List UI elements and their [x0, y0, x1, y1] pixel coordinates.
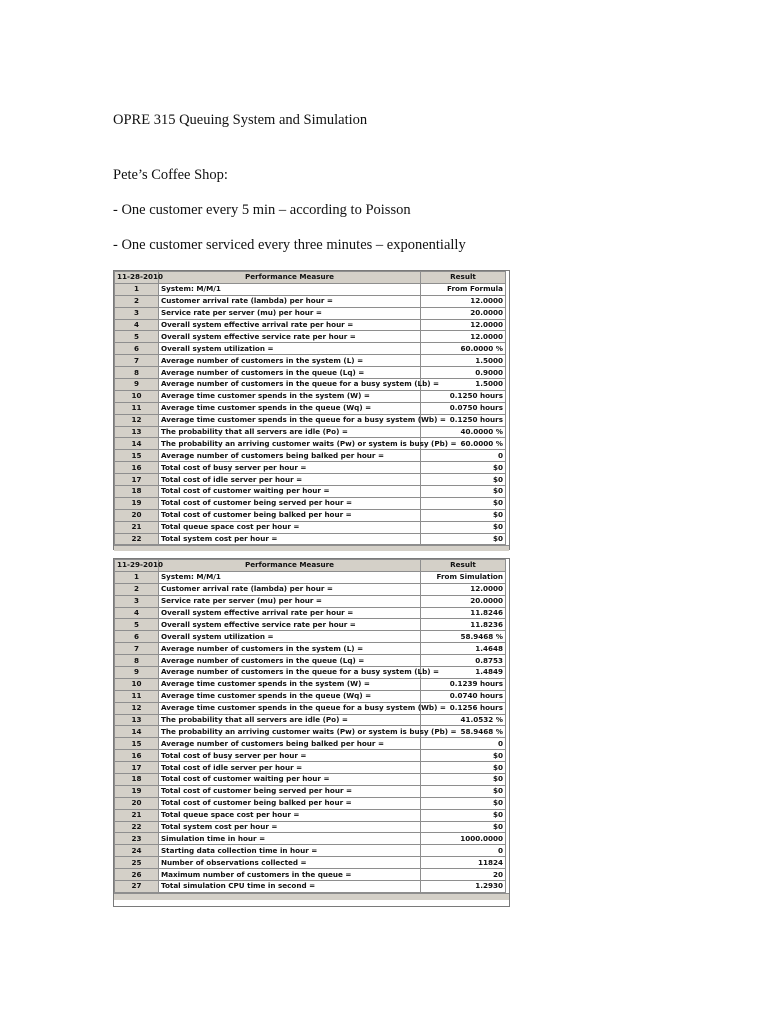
row-number-cell: 20 — [115, 509, 159, 521]
result-cell: 20 — [421, 869, 506, 881]
result-cell: 0.1250 hours — [421, 390, 506, 402]
row-number-cell: 18 — [115, 486, 159, 498]
table-row — [115, 343, 506, 355]
table-row — [115, 521, 506, 533]
table-row — [115, 845, 506, 857]
measure-cell: System: M/M/1 — [159, 571, 421, 583]
row-number-cell: 7 — [115, 643, 159, 655]
measure-cell: Average number of customers being balked per hour = — [159, 450, 421, 462]
measure-cell: The probability an arriving customer waits (Pw) or system is busy (Pb) = — [159, 726, 421, 738]
table-row — [115, 750, 506, 762]
table-row — [115, 631, 506, 643]
measure-cell: Average number of customers in the queue (Lq) = — [159, 367, 421, 379]
row-number-cell: 1 — [115, 571, 159, 583]
row-number-cell: 26 — [115, 869, 159, 881]
table-row — [115, 774, 506, 786]
row-number-cell: 5 — [115, 619, 159, 631]
result-cell: $0 — [421, 750, 506, 762]
result-cell: $0 — [421, 785, 506, 797]
result-cell: 0.1250 hours — [421, 414, 506, 426]
result-cell: $0 — [421, 497, 506, 509]
result-cell: 1.5000 — [421, 379, 506, 391]
row-number-cell: 16 — [115, 462, 159, 474]
result-cell: 0.9000 — [421, 367, 506, 379]
bullet-service: - One customer serviced every three minutes – exponentially — [113, 237, 466, 253]
measure-cell: Total cost of idle server per hour = — [159, 474, 421, 486]
result-cell: $0 — [421, 762, 506, 774]
result-cell: $0 — [421, 821, 506, 833]
result-cell: 1.2930 — [421, 881, 506, 893]
row-number-cell: 15 — [115, 738, 159, 750]
result-cell: 0 — [421, 738, 506, 750]
date-cell: 11-29-2010 — [115, 560, 159, 572]
table-row — [115, 738, 506, 750]
measure-cell: Total system cost per hour = — [159, 533, 421, 545]
measure-cell: The probability that all servers are idle (Po) = — [159, 714, 421, 726]
result-cell: 20.0000 — [421, 595, 506, 607]
row-number-cell: 21 — [115, 809, 159, 821]
simulation-results-spreadsheet — [113, 558, 510, 907]
result-cell: 20.0000 — [421, 307, 506, 319]
row-number-cell: 8 — [115, 655, 159, 667]
table-row — [115, 881, 506, 893]
result-cell: 1.4849 — [421, 667, 506, 679]
measure-cell: Average time customer spends in the queue (Wq) = — [159, 690, 421, 702]
table-row — [115, 295, 506, 307]
result-cell: 0.1239 hours — [421, 678, 506, 690]
table-row — [115, 450, 506, 462]
header-row — [115, 272, 506, 284]
row-number-cell: 15 — [115, 450, 159, 462]
result-cell: From Formula — [421, 283, 506, 295]
result-cell: 0.0750 hours — [421, 402, 506, 414]
row-number-cell: 23 — [115, 833, 159, 845]
row-number-cell: 3 — [115, 595, 159, 607]
measure-cell: Total queue space cost per hour = — [159, 809, 421, 821]
row-number-cell: 18 — [115, 774, 159, 786]
measure-cell: Average time customer spends in the queue for a busy system (Wb) = — [159, 414, 421, 426]
table-row — [115, 497, 506, 509]
measure-cell: Total cost of busy server per hour = — [159, 750, 421, 762]
result-cell: 0 — [421, 845, 506, 857]
row-number-cell: 22 — [115, 821, 159, 833]
row-number-cell: 21 — [115, 521, 159, 533]
measure-cell: Overall system effective arrival rate per hour = — [159, 319, 421, 331]
result-cell: 58.9468 % — [421, 631, 506, 643]
measure-cell: Service rate per server (mu) per hour = — [159, 307, 421, 319]
table-row — [115, 355, 506, 367]
measure-cell: Maximum number of customers in the queue = — [159, 869, 421, 881]
row-number-cell: 19 — [115, 785, 159, 797]
column-header-result: Result — [421, 560, 506, 572]
row-number-cell: 24 — [115, 845, 159, 857]
measure-cell: Total queue space cost per hour = — [159, 521, 421, 533]
measure-cell: Simulation time in hour = — [159, 833, 421, 845]
measure-cell: System: M/M/1 — [159, 283, 421, 295]
row-number-cell: 8 — [115, 367, 159, 379]
table-row — [115, 367, 506, 379]
row-number-cell: 13 — [115, 426, 159, 438]
table-row — [115, 857, 506, 869]
row-number-cell: 13 — [115, 714, 159, 726]
row-number-cell: 6 — [115, 343, 159, 355]
measure-cell: Average time customer spends in the system (W) = — [159, 678, 421, 690]
table-row — [115, 655, 506, 667]
table-row — [115, 809, 506, 821]
measure-cell: Overall system effective service rate per hour = — [159, 331, 421, 343]
row-number-cell: 16 — [115, 750, 159, 762]
result-cell: 41.0532 % — [421, 714, 506, 726]
result-cell: $0 — [421, 486, 506, 498]
measure-cell: Total cost of customer being balked per hour = — [159, 797, 421, 809]
table-row — [115, 869, 506, 881]
bullet-arrival: - One customer every 5 min – according to Poisson — [113, 202, 411, 218]
table-row — [115, 283, 506, 295]
row-number-cell: 22 — [115, 533, 159, 545]
row-number-cell: 17 — [115, 474, 159, 486]
simulation-results-table — [114, 559, 506, 893]
measure-cell: Total cost of busy server per hour = — [159, 462, 421, 474]
result-cell: 0.8753 — [421, 655, 506, 667]
table-row — [115, 583, 506, 595]
result-cell: 0 — [421, 450, 506, 462]
sheet-filler — [114, 893, 509, 900]
row-number-cell: 2 — [115, 295, 159, 307]
measure-cell: Average number of customers in the queue for a busy system (Lb) = — [159, 379, 421, 391]
result-cell: 12.0000 — [421, 331, 506, 343]
measure-cell: Overall system utilization = — [159, 343, 421, 355]
measure-cell: Service rate per server (mu) per hour = — [159, 595, 421, 607]
table-row — [115, 331, 506, 343]
measure-cell: Total cost of customer being served per hour = — [159, 497, 421, 509]
result-cell: 1.4648 — [421, 643, 506, 655]
table-row — [115, 667, 506, 679]
shop-title: Pete’s Coffee Shop: — [113, 167, 228, 183]
row-number-cell: 9 — [115, 667, 159, 679]
result-cell: $0 — [421, 533, 506, 545]
measure-cell: Total cost of customer being balked per hour = — [159, 509, 421, 521]
measure-cell: Average time customer spends in the queue for a busy system (Wb) = — [159, 702, 421, 714]
result-cell: 11.8236 — [421, 619, 506, 631]
table-row — [115, 714, 506, 726]
column-header-result: Result — [421, 272, 506, 284]
measure-cell: Starting data collection time in hour = — [159, 845, 421, 857]
table-row — [115, 307, 506, 319]
measure-cell: Overall system effective service rate per hour = — [159, 619, 421, 631]
measure-cell: Average number of customers being balked per hour = — [159, 738, 421, 750]
header-row — [115, 560, 506, 572]
row-number-cell: 14 — [115, 438, 159, 450]
row-number-cell: 14 — [115, 726, 159, 738]
result-cell: 11.8246 — [421, 607, 506, 619]
result-cell: $0 — [421, 797, 506, 809]
table-row — [115, 509, 506, 521]
measure-cell: Average number of customers in the system (L) = — [159, 355, 421, 367]
row-number-cell: 2 — [115, 583, 159, 595]
measure-cell: Total cost of customer being served per hour = — [159, 785, 421, 797]
measure-cell: Customer arrival rate (lambda) per hour = — [159, 295, 421, 307]
measure-cell: Average time customer spends in the queue (Wq) = — [159, 402, 421, 414]
result-cell: $0 — [421, 509, 506, 521]
table-row — [115, 762, 506, 774]
result-cell: 60.0000 % — [421, 438, 506, 450]
table-row — [115, 726, 506, 738]
table-row — [115, 533, 506, 545]
measure-cell: Total simulation CPU time in second = — [159, 881, 421, 893]
table-row — [115, 821, 506, 833]
row-number-cell: 4 — [115, 319, 159, 331]
table-row — [115, 619, 506, 631]
table-row — [115, 486, 506, 498]
table-row — [115, 833, 506, 845]
row-number-cell: 3 — [115, 307, 159, 319]
row-number-cell: 12 — [115, 702, 159, 714]
row-number-cell: 20 — [115, 797, 159, 809]
measure-cell: Number of observations collected = — [159, 857, 421, 869]
measure-cell: Total system cost per hour = — [159, 821, 421, 833]
measure-cell: Overall system effective arrival rate per hour = — [159, 607, 421, 619]
row-number-cell: 11 — [115, 690, 159, 702]
result-cell: $0 — [421, 462, 506, 474]
measure-cell: Average number of customers in the system (L) = — [159, 643, 421, 655]
result-cell: $0 — [421, 521, 506, 533]
result-cell: 1000.0000 — [421, 833, 506, 845]
table-row — [115, 319, 506, 331]
result-cell: 60.0000 % — [421, 343, 506, 355]
row-number-cell: 1 — [115, 283, 159, 295]
table-row — [115, 785, 506, 797]
measure-cell: Average number of customers in the queue (Lq) = — [159, 655, 421, 667]
table-row — [115, 643, 506, 655]
table-row — [115, 474, 506, 486]
result-cell: 12.0000 — [421, 295, 506, 307]
row-number-cell: 5 — [115, 331, 159, 343]
row-number-cell: 7 — [115, 355, 159, 367]
row-number-cell: 6 — [115, 631, 159, 643]
column-header-measure: Performance Measure — [159, 272, 421, 284]
row-number-cell: 17 — [115, 762, 159, 774]
formula-results-spreadsheet — [113, 270, 510, 550]
column-header-measure: Performance Measure — [159, 560, 421, 572]
table-row — [115, 702, 506, 714]
result-cell: $0 — [421, 809, 506, 821]
date-cell: 11-28-2010 — [115, 272, 159, 284]
table-row — [115, 390, 506, 402]
measure-cell: Total cost of customer waiting per hour = — [159, 486, 421, 498]
row-number-cell: 25 — [115, 857, 159, 869]
row-number-cell: 19 — [115, 497, 159, 509]
row-number-cell: 4 — [115, 607, 159, 619]
row-number-cell: 10 — [115, 678, 159, 690]
result-cell: 40.0000 % — [421, 426, 506, 438]
result-cell: 12.0000 — [421, 583, 506, 595]
table-row — [115, 379, 506, 391]
row-number-cell: 9 — [115, 379, 159, 391]
measure-cell: Total cost of idle server per hour = — [159, 762, 421, 774]
measure-cell: The probability that all servers are idle (Po) = — [159, 426, 421, 438]
result-cell: 58.9468 % — [421, 726, 506, 738]
measure-cell: The probability an arriving customer waits (Pw) or system is busy (Pb) = — [159, 438, 421, 450]
measure-cell: Customer arrival rate (lambda) per hour = — [159, 583, 421, 595]
table-row — [115, 571, 506, 583]
measure-cell: Average number of customers in the queue for a busy system (Lb) = — [159, 667, 421, 679]
document-title: OPRE 315 Queuing System and Simulation — [113, 112, 368, 128]
table-row — [115, 607, 506, 619]
measure-cell: Total cost of customer waiting per hour = — [159, 774, 421, 786]
result-cell: 0.1256 hours — [421, 702, 506, 714]
result-cell: $0 — [421, 774, 506, 786]
table-row — [115, 414, 506, 426]
table-row — [115, 426, 506, 438]
result-cell: 11824 — [421, 857, 506, 869]
measure-cell: Overall system utilization = — [159, 631, 421, 643]
sheet-filler — [114, 545, 509, 551]
result-cell: 12.0000 — [421, 319, 506, 331]
result-cell: 1.5000 — [421, 355, 506, 367]
row-number-cell: 10 — [115, 390, 159, 402]
table-row — [115, 595, 506, 607]
row-number-cell: 27 — [115, 881, 159, 893]
table-row — [115, 797, 506, 809]
table-row — [115, 462, 506, 474]
table-row — [115, 678, 506, 690]
table-row — [115, 690, 506, 702]
table-row — [115, 438, 506, 450]
result-cell: From Simulation — [421, 571, 506, 583]
result-cell: $0 — [421, 474, 506, 486]
table-row — [115, 402, 506, 414]
row-number-cell: 11 — [115, 402, 159, 414]
row-number-cell: 12 — [115, 414, 159, 426]
measure-cell: Average time customer spends in the system (W) = — [159, 390, 421, 402]
formula-results-table — [114, 271, 506, 545]
result-cell: 0.0740 hours — [421, 690, 506, 702]
